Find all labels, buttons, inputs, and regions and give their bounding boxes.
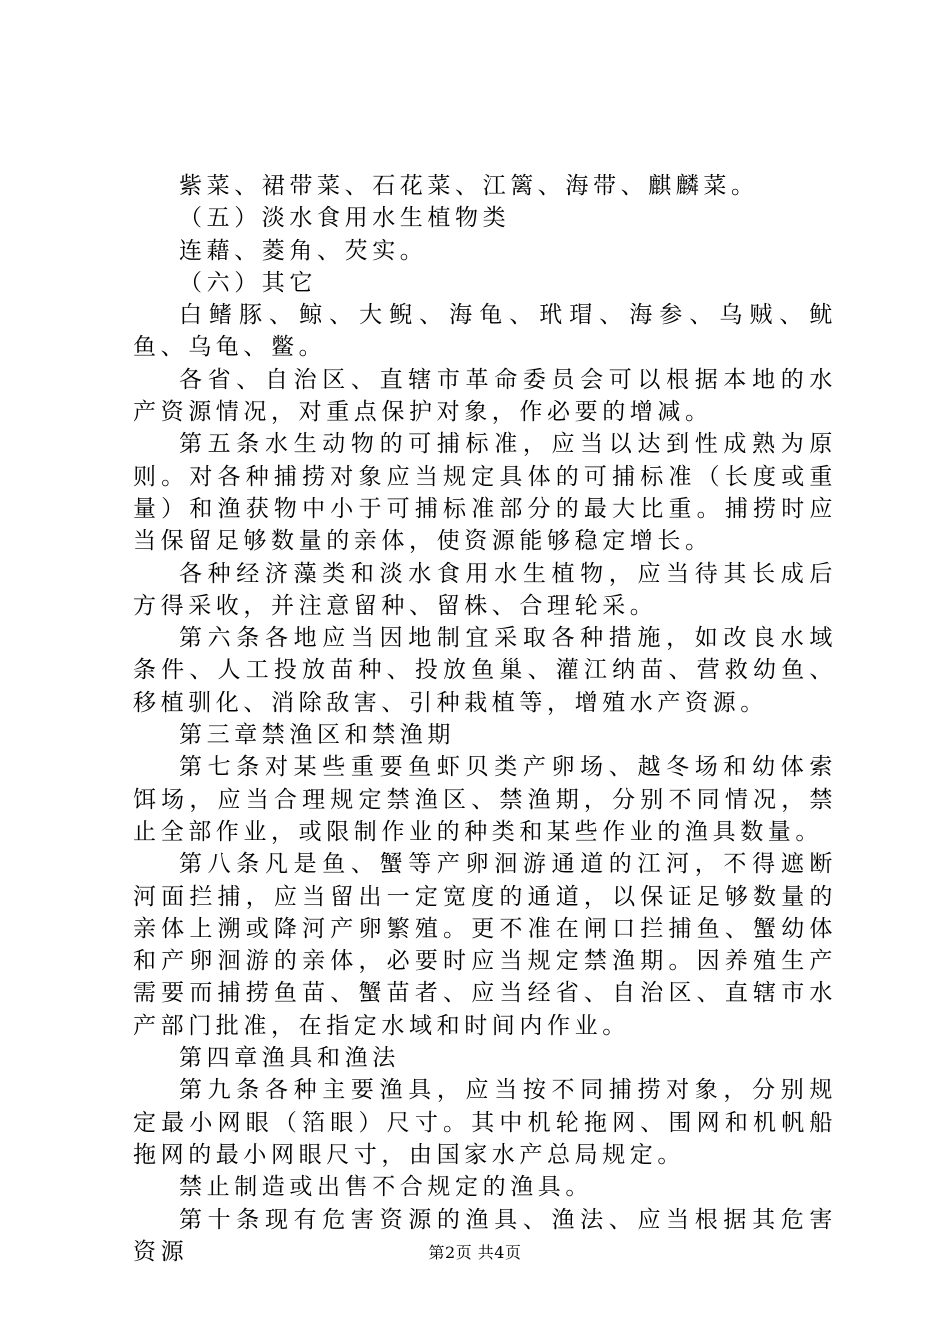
paragraph-freshwater-plants-list: 连藉、菱角、芡实。 [179, 237, 428, 264]
chapter-4-heading: 第四章渔具和渔法 [179, 1045, 400, 1072]
chapter-3-heading: 第三章禁渔区和禁渔期 [179, 722, 455, 749]
paragraph-article-10: 第十条现有危害资源的渔具、渔法、应当根据其危害资源 [133, 1206, 837, 1265]
paragraph-seaweed-list: 紫菜、裙带菜、石花菜、江篱、海带、麒麟菜。 [179, 173, 759, 199]
paragraph-article-7: 第七条对某些重要鱼虾贝类产卵场、越冬场和幼体索饵场，应当合理规定禁渔区、禁渔期，分别不同情况，禁止全部作业，或限制作业的种类和某些作业的渔具数量。 [133, 754, 837, 845]
page-number-label: 第2页 共4页 [428, 1243, 522, 1262]
paragraph-article-5: 第五条水生动物的可捕标准，应当以达到性成熟为原则。对各种捕捞对象应当规定具体的可捕标准（长度或重量）和渔获物中小于可捕标准部分的最大比重。捕捞时应当保留足够数量的亲体，使资源能够稳定增长。 [133, 431, 837, 555]
paragraph-article-9: 第九条各种主要渔具，应当按不同捕捞对象，分别规定最小网眼（箔眼）尺寸。其中机轮拖网、围网和机帆船拖网的最小网眼尺寸，由国家水产总局规定。 [133, 1077, 837, 1168]
document-body [133, 170, 837, 1268]
paragraph-heading-freshwater-plants: （五）淡水食用水生植物类 [179, 205, 511, 232]
paragraph-heading-others: （六）其它 [179, 269, 317, 296]
paragraph-others-list: 白鳍豚、鲸、大鲵、海龟、玳瑁、海参、乌贼、鱿鱼、乌龟、鳖。 [133, 302, 837, 361]
page-footer [0, 1243, 950, 1263]
paragraph-gear-prohibition: 禁止制造或出售不合规定的渔具。 [179, 1174, 593, 1201]
paragraph-article-6: 第六条各地应当因地制宜采取各种措施，如改良水域条件、人工投放苗种、投放鱼巢、灌江纳苗、营救幼鱼、移植驯化、消除敌害、引种栽植等，增殖水产资源。 [133, 625, 837, 716]
paragraph-article-8: 第八条凡是鱼、蟹等产卵洄游通道的江河，不得遮断河面拦捕，应当留出一定宽度的通道，以保证足够数量的亲体上溯或降河产卵繁殖。更不准在闸口拦捕鱼、蟹幼体和产卵洄游的亲体，必要时应当规定禁渔期。因养殖生产需要而捕捞鱼苗、蟹苗者、应当经省、自治区、直辖市水产部门批准，在指定水域和时间内作业。 [133, 851, 837, 1039]
paragraph-algae-harvest: 各种经济藻类和淡水食用水生植物，应当待其长成后方得采收，并注意留种、留株、合理轮采。 [133, 560, 837, 619]
paragraph-provincial-adjustment: 各省、自治区、直辖市革命委员会可以根据本地的水产资源情况，对重点保护对象，作必要的增减。 [133, 366, 837, 426]
